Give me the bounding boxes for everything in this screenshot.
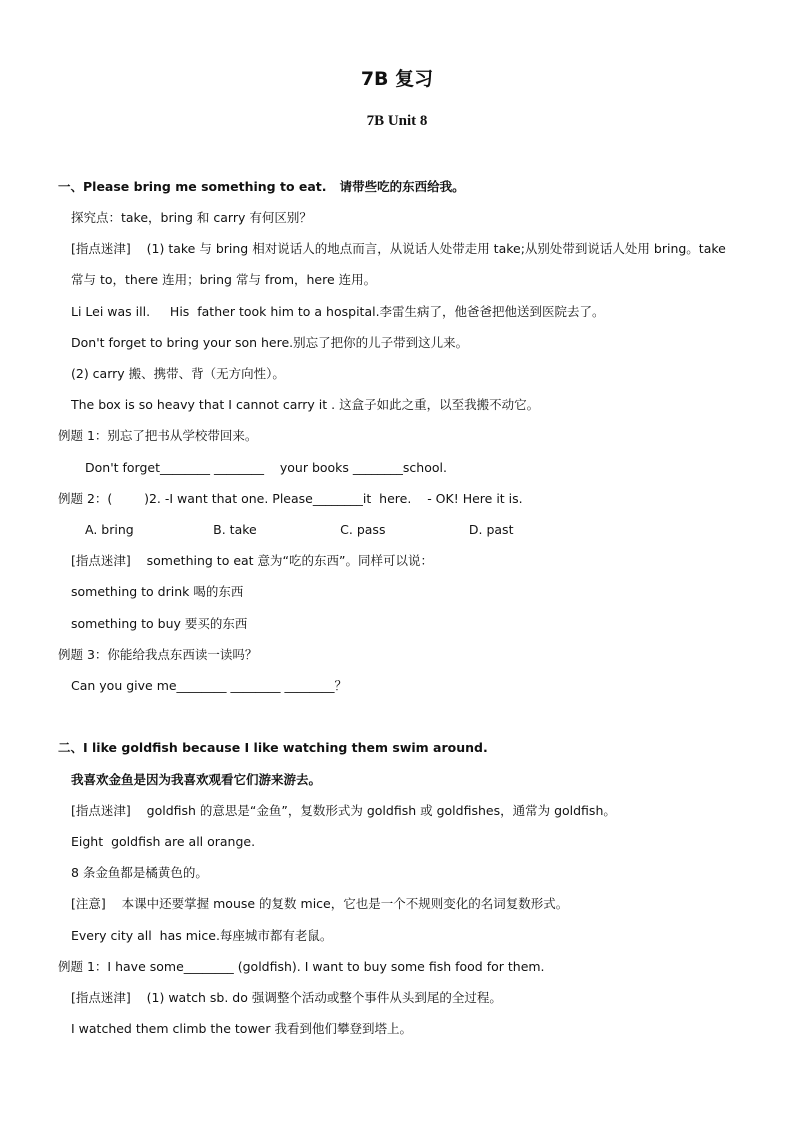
exercise-2-prompt: 例题 2：( )2. -I want that one. Please________it here. - OK! Here it is. [58,491,523,506]
tip-text: [指点迷津] (1) take 与 bring 相对说话人的地点而言，从说话人处带走用 take;从别处带到说话人处用 bring。take [71,241,726,256]
example-sentence: Don't forget to bring your son here.别忘了把你的儿子带到这儿来。 [71,335,469,350]
exercise-1-prompt: 例题 1：别忘了把书从学校带回来。 [58,428,258,443]
example-sentence: Li Lei was ill. His father took him to a hospital.李雷生病了，他爸爸把他送到医院去了。 [71,304,605,319]
page-title: 7B 复习 [360,68,434,90]
exercise-4-prompt: 例题 1：I have some________ (goldfish). I want to buy some fish food for them. [58,959,545,974]
example-phrase: something to buy 要买的东西 [71,616,248,631]
tip-text: [指点迷津] (1) watch sb. do 强调整个活动或整个事件从头到尾的全过程。 [71,990,502,1005]
explore-point: 探究点：take，bring 和 carry 有何区别？ [71,210,312,225]
tip-text: [指点迷津] something to eat 意为“吃的东西”。同样可以说： [71,553,434,568]
example-sentence: The box is so heavy that I cannot carry it . 这盒子如此之重，以至我搬不动它。 [71,397,540,412]
section-2-heading: 二、I like goldfish because I like watching them swim around. [58,740,488,755]
tip-text: [指点迷津] goldfish 的意思是“金鱼”，复数形式为 goldfish 或 goldfishes，通常为 goldfish。 [71,803,616,818]
example-sentence: I watched them climb the tower 我看到他们攀登到塔上。 [71,1021,412,1036]
section-1-heading: 一、Please bring me something to eat. 请带些吃的东西给我。 [58,179,465,194]
exercise-3-blanks: Can you give me________ ________ ________？ [71,678,348,693]
example-phrase: something to drink 喝的东西 [71,584,244,599]
exercise-1-blanks: Don't forget________ ________ your books ________school. [85,460,447,475]
example-sentence: Every city all has mice.每座城市都有老鼠。 [71,928,333,943]
exercise-3-prompt: 例题 3：你能给我点东西读一读吗？ [58,647,258,662]
tip-text-continued: 常与 to，there 连用；bring 常与 from，here 连用。 [71,272,377,287]
example-translation: 8 条金鱼都是橘黄色的。 [71,865,208,880]
page-subtitle: 7B Unit 8 [366,113,428,129]
exercise-2-options: A. bring B. take C. pass D. past [85,522,514,537]
note-text: [注意] 本课中还要掌握 mouse 的复数 mice，它也是一个不规则变化的名词复数形式。 [71,896,569,911]
section-2-translation: 我喜欢金鱼是因为我喜欢观看它们游来游去。 [71,772,322,787]
carry-explanation: (2) carry 搬、携带、背（无方向性）。 [71,366,285,381]
example-sentence: Eight goldfish are all orange. [71,834,256,849]
